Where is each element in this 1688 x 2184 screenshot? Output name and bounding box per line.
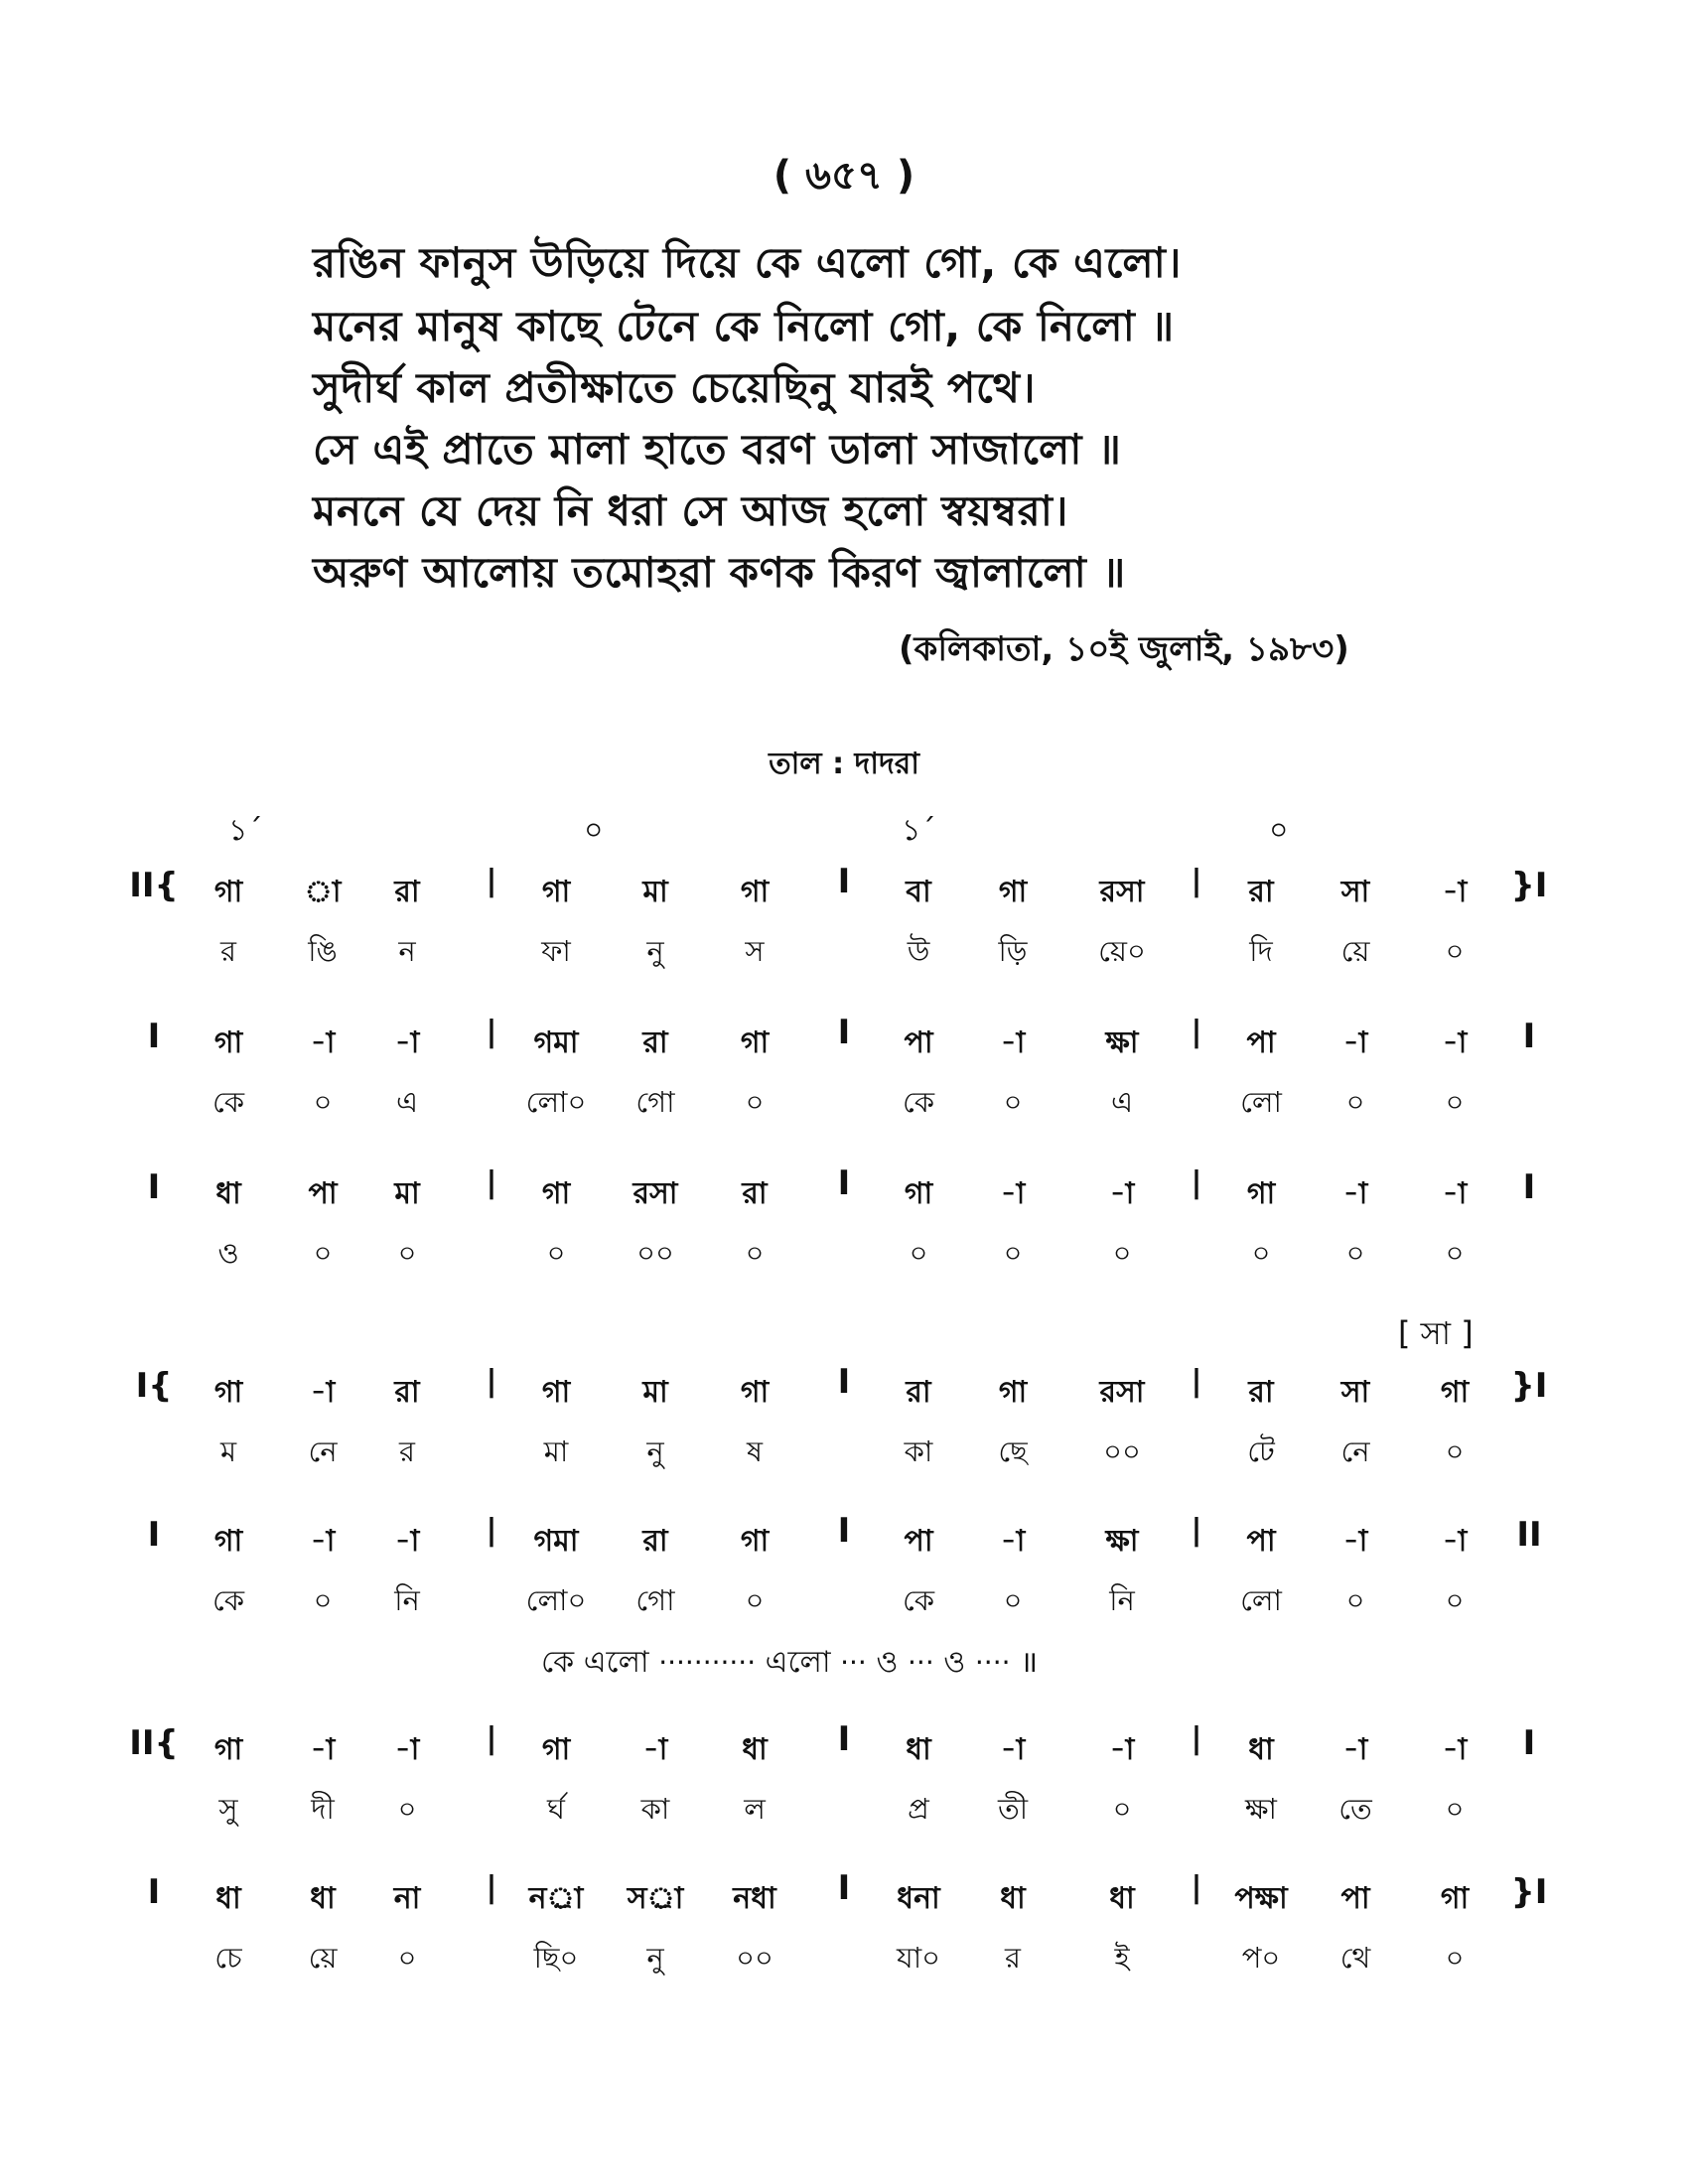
lyric-syllable: র xyxy=(1005,1941,1021,1975)
lyric-syllable: কে xyxy=(211,1583,245,1617)
measure-barline: | xyxy=(486,1721,497,1756)
lyric-syllable: ০ xyxy=(1445,1941,1465,1975)
swara-note: রসা xyxy=(1099,1375,1145,1410)
end-barline: I xyxy=(1522,1017,1536,1056)
swara-note: ধনা xyxy=(897,1881,940,1916)
lyric-syllable: ০ xyxy=(397,1236,417,1270)
swara-note: রা xyxy=(742,1176,768,1211)
lyric-syllable: নি xyxy=(1109,1583,1135,1617)
lyric-syllable: ফা xyxy=(541,934,571,968)
lyric-syllable: ছে xyxy=(998,1434,1028,1468)
swara-note: ধা xyxy=(1000,1881,1026,1916)
lyric-syllable: র xyxy=(220,934,236,968)
swara-note: গা xyxy=(998,1375,1028,1410)
end-barline: }I xyxy=(1510,1872,1548,1912)
measure-barline: | xyxy=(1191,864,1202,898)
lyric-syllable: ড়ি xyxy=(998,934,1028,968)
lyric-syllable: ০ xyxy=(397,1941,417,1975)
lyric-syllable: ০ xyxy=(313,1583,333,1617)
swara-note: পা xyxy=(904,1025,933,1060)
lyric-syllable: ০ xyxy=(1003,1236,1023,1270)
swara-note: ধা xyxy=(1248,1732,1274,1767)
section-barline: I xyxy=(837,1013,851,1052)
end-barline: }I xyxy=(1510,866,1548,905)
lyric-syllable: লো০ xyxy=(525,1583,587,1617)
lyric-syllable: এ xyxy=(395,1085,419,1119)
start-barline: II{ xyxy=(129,1723,179,1763)
swara-note: া xyxy=(304,875,342,909)
swara-note: -া xyxy=(1109,1732,1135,1767)
lyric-line: সে এই প্রাতে মালা হাতে বরণ ডালা সাজালো ॥ xyxy=(313,425,1122,474)
swara-note: গা xyxy=(213,1025,243,1060)
lyric-line: মনের মানুষ কাছে টেনে কে নিলো গো, কে নিলো ॥ xyxy=(313,302,1175,350)
swara-note: সা xyxy=(1340,875,1370,909)
section-barline: I xyxy=(837,862,851,901)
swara-note: পা xyxy=(904,1524,933,1559)
swara-note: গা xyxy=(1440,1881,1470,1916)
lyric-syllable: লো০ xyxy=(525,1085,587,1119)
measure-barline: | xyxy=(1191,1870,1202,1905)
swara-note: গা xyxy=(213,875,243,909)
measure-barline: | xyxy=(486,1015,497,1049)
beat-mark: ০ xyxy=(1269,813,1289,848)
measure-barline: | xyxy=(486,1165,497,1200)
swara-note: গা xyxy=(541,875,571,909)
lyric-syllable: কে xyxy=(902,1085,935,1119)
lyric-syllable: ছি০ xyxy=(533,1941,579,1975)
swara-note: ক্ষা xyxy=(1105,1524,1139,1559)
end-barline: I xyxy=(1522,1167,1536,1207)
lyric-syllable: নু xyxy=(646,934,664,968)
swara-note: -া xyxy=(1109,1176,1135,1211)
lyric-syllable: তী xyxy=(997,1792,1029,1826)
swara-note: গা xyxy=(541,1375,571,1410)
lyric-syllable: ০০ xyxy=(736,1941,774,1975)
lyric-syllable: থে xyxy=(1339,1941,1371,1975)
lyric-syllable: নি xyxy=(394,1583,420,1617)
swara-note: গা xyxy=(740,875,770,909)
lyric-syllable: নে xyxy=(308,1434,338,1468)
swara-note: গা xyxy=(740,1524,770,1559)
swara-note: নধা xyxy=(733,1881,776,1916)
lyric-syllable: ০ xyxy=(1345,1583,1365,1617)
swara-note: -া xyxy=(1442,1524,1468,1559)
lyric-syllable: গো xyxy=(635,1583,675,1617)
swara-note: গা xyxy=(541,1176,571,1211)
start-barline: I xyxy=(147,1017,161,1056)
start-barline: I{ xyxy=(135,1366,173,1406)
lyric-syllable: ০ xyxy=(745,1236,765,1270)
lyric-syllable: ০ xyxy=(745,1583,765,1617)
lyric-syllable: ০ xyxy=(546,1236,566,1270)
lyric-syllable: লো xyxy=(1240,1085,1282,1119)
swara-note: গা xyxy=(541,1732,571,1767)
swara-note: গা xyxy=(213,1524,243,1559)
lyric-syllable: ০০ xyxy=(1103,1434,1141,1468)
start-barline: I xyxy=(147,1515,161,1555)
measure-barline: | xyxy=(486,1364,497,1399)
lyric-syllable: র xyxy=(399,1434,415,1468)
swara-note: গা xyxy=(1246,1176,1276,1211)
swara-note: -া xyxy=(310,1524,336,1559)
lyric-syllable: তে xyxy=(1338,1792,1372,1826)
page-number: ( ৬৫৭ ) xyxy=(773,153,915,199)
refrain-end: ॥ xyxy=(1020,1645,1039,1680)
end-barline: }I xyxy=(1510,1366,1548,1406)
lyric-line: সুদীর্ঘ কাল প্রতীক্ষাতে চেয়েছিনু যারই পথে। xyxy=(313,363,1037,412)
lyric-syllable: ০ xyxy=(1345,1236,1365,1270)
swara-note: ধা xyxy=(310,1881,336,1916)
swara-note: সর্া xyxy=(627,1881,684,1916)
lyric-line: অরুণ আলোয় তমোহরা কণক কিরণ জ্বালালো ॥ xyxy=(313,548,1126,597)
lyric-syllable: ০ xyxy=(1112,1792,1132,1826)
swara-note: ধা xyxy=(215,1881,241,1916)
lyric-syllable: যা০ xyxy=(897,1941,940,1975)
swara-note: -া xyxy=(1442,1176,1468,1211)
lyric-syllable: ঙি xyxy=(308,934,338,968)
beat-mark: ১´ xyxy=(902,813,936,848)
swara-note: -া xyxy=(1000,1524,1026,1559)
beat-mark: ০ xyxy=(584,813,604,848)
lyric-syllable: ম xyxy=(219,1434,237,1468)
swara-note: গা xyxy=(998,875,1028,909)
refrain-part: ও xyxy=(876,1645,899,1680)
refrain-dots: ··········· xyxy=(658,1646,757,1679)
swara-note: গা xyxy=(740,1375,770,1410)
measure-barline: | xyxy=(1191,1364,1202,1399)
lyric-line: মননে যে দেয় নি ধরা সে আজ হলো স্বয়ম্বরা। xyxy=(313,486,1068,535)
swara-note: রা xyxy=(1248,875,1274,909)
lyric-syllable: গো xyxy=(635,1085,675,1119)
swara-note: পা xyxy=(1246,1524,1276,1559)
swara-note: মা xyxy=(642,1375,668,1410)
lyric-syllable: য়ে০ xyxy=(1098,934,1146,968)
measure-barline: | xyxy=(1191,1513,1202,1548)
lyric-syllable: য়ে xyxy=(308,1941,338,1975)
lyric-syllable: কা xyxy=(904,1434,933,1468)
section-barline: I xyxy=(837,1719,851,1759)
lyric-syllable: য়ে xyxy=(1340,934,1370,968)
swara-note: -া xyxy=(394,1732,420,1767)
lyric-syllable: ০০ xyxy=(636,1236,674,1270)
side-note: [ সা ] xyxy=(1398,1314,1474,1352)
swara-note: রা xyxy=(642,1524,668,1559)
lyric-syllable: ০ xyxy=(1445,1236,1465,1270)
swara-note: ধা xyxy=(215,1176,241,1211)
section-barline: I xyxy=(837,1511,851,1551)
refrain-dots: ··· xyxy=(908,1646,934,1679)
lyric-syllable: ০ xyxy=(909,1236,928,1270)
swara-note: গা xyxy=(1440,1375,1470,1410)
tala-title: তাল : দাদরা xyxy=(769,747,919,781)
lyric-syllable: ই xyxy=(1114,1941,1130,1975)
lyric-syllable: ০ xyxy=(397,1792,417,1826)
swara-note: গা xyxy=(213,1375,243,1410)
lyric-syllable: ০ xyxy=(1445,1434,1465,1468)
section-barline: I xyxy=(837,1163,851,1203)
composition-note: (কলিকাতা, ১০ই জুলাই, ১৯৮৩) xyxy=(899,629,1349,669)
measure-barline: | xyxy=(1191,1165,1202,1200)
end-barline: II xyxy=(1516,1515,1542,1555)
measure-barline: | xyxy=(486,1870,497,1905)
refrain-line xyxy=(541,1638,1038,1689)
lyric-syllable: কে xyxy=(211,1085,245,1119)
lyric-syllable: দি xyxy=(1249,934,1273,968)
swara-note: রা xyxy=(394,875,420,909)
lyric-syllable: ০ xyxy=(1445,1792,1465,1826)
swara-note: রা xyxy=(642,1025,668,1060)
section-barline: I xyxy=(837,1868,851,1908)
lyric-syllable: উ xyxy=(907,934,930,968)
start-barline: II{ xyxy=(129,866,179,905)
swara-note: গমা xyxy=(533,1025,579,1060)
measure-barline: | xyxy=(1191,1015,1202,1049)
swara-note: মা xyxy=(642,875,668,909)
refrain-part: ও xyxy=(943,1645,966,1680)
swara-note: ক্ষা xyxy=(1105,1025,1139,1060)
swara-note: পা xyxy=(1246,1025,1276,1060)
swara-note: -া xyxy=(1442,1025,1468,1060)
beat-mark: ১´ xyxy=(228,813,263,848)
swara-note: পা xyxy=(308,1176,338,1211)
lyric-syllable: ০ xyxy=(1345,1085,1365,1119)
lyric-syllable: লো xyxy=(1240,1583,1282,1617)
lyric-syllable: প্র xyxy=(908,1792,929,1826)
swara-note: না xyxy=(393,1881,421,1916)
lyric-syllable: ০ xyxy=(1445,1583,1465,1617)
swara-note: -া xyxy=(394,1524,420,1559)
swara-note: -া xyxy=(1342,1025,1368,1060)
lyric-syllable: ০ xyxy=(1003,1085,1023,1119)
lyric-syllable: মা xyxy=(543,1434,569,1468)
swara-note: রা xyxy=(906,1375,931,1410)
refrain-dots: ···· xyxy=(974,1646,1011,1679)
swara-note: ধা xyxy=(1109,1881,1135,1916)
swara-note: -া xyxy=(310,1375,336,1410)
swara-note: -া xyxy=(310,1025,336,1060)
swara-note: গা xyxy=(740,1025,770,1060)
swara-note: -া xyxy=(1342,1176,1368,1211)
lyric-syllable: ও xyxy=(217,1236,239,1270)
swara-note: রা xyxy=(394,1375,420,1410)
measure-barline: | xyxy=(486,864,497,898)
swara-note: বা xyxy=(906,875,931,909)
swara-note: নর্া xyxy=(528,1881,584,1916)
lyric-syllable: প০ xyxy=(1241,1941,1281,1975)
end-barline: I xyxy=(1522,1723,1536,1763)
lyric-syllable: ০ xyxy=(1445,934,1465,968)
swara-note: -া xyxy=(642,1732,668,1767)
lyric-syllable: র্ঘ xyxy=(547,1792,565,1826)
swara-note: ধা xyxy=(906,1732,931,1767)
lyric-syllable: কা xyxy=(640,1792,670,1826)
lyric-syllable: ল xyxy=(744,1792,766,1826)
swara-note: রসা xyxy=(1099,875,1145,909)
lyric-syllable: ০ xyxy=(313,1236,333,1270)
lyric-syllable: ন xyxy=(398,934,416,968)
lyric-syllable: দী xyxy=(311,1792,335,1826)
lyric-syllable: স xyxy=(745,934,765,968)
lyric-syllable: ০ xyxy=(745,1085,765,1119)
lyric-syllable: ০ xyxy=(1112,1236,1132,1270)
swara-note: রা xyxy=(1248,1375,1274,1410)
lyric-syllable: সু xyxy=(218,1792,238,1826)
refrain-part: কে এলো xyxy=(541,1645,649,1680)
swara-note: পক্ষা xyxy=(1234,1881,1288,1916)
section-barline: I xyxy=(837,1362,851,1402)
swara-note: গা xyxy=(213,1732,243,1767)
lyric-syllable: চে xyxy=(214,1941,242,1975)
start-barline: I xyxy=(147,1872,161,1912)
lyric-syllable: ক্ষা xyxy=(1245,1792,1277,1826)
swara-note: -া xyxy=(1442,1732,1468,1767)
lyric-syllable: ০ xyxy=(1251,1236,1271,1270)
swara-note: গা xyxy=(904,1176,933,1211)
measure-barline: | xyxy=(1191,1721,1202,1756)
start-barline: I xyxy=(147,1167,161,1207)
swara-note: পা xyxy=(1340,1881,1370,1916)
swara-note: -া xyxy=(310,1732,336,1767)
measure-barline: | xyxy=(486,1513,497,1548)
swara-note: রসা xyxy=(633,1176,678,1211)
swara-note: সা xyxy=(1340,1375,1370,1410)
lyric-line: রঙিন ফানুস উড়িয়ে দিয়ে কে এলো গো, কে এলো। xyxy=(313,238,1182,287)
lyric-syllable: ষ xyxy=(747,1434,763,1468)
lyric-syllable: নু xyxy=(646,1941,664,1975)
swara-note: -া xyxy=(1342,1524,1368,1559)
refrain-dots: ··· xyxy=(840,1646,867,1679)
lyric-syllable: নু xyxy=(646,1434,664,1468)
swara-note: ধা xyxy=(742,1732,768,1767)
lyric-syllable: কে xyxy=(902,1583,935,1617)
lyric-syllable: এ xyxy=(1110,1085,1134,1119)
lyric-syllable: নে xyxy=(1340,1434,1370,1468)
lyric-syllable: ০ xyxy=(313,1085,333,1119)
swara-note: গমা xyxy=(533,1524,579,1559)
lyric-syllable: ০ xyxy=(1003,1583,1023,1617)
refrain-part: এলো xyxy=(765,1645,831,1680)
lyric-syllable: টে xyxy=(1247,1434,1275,1468)
swara-note: -া xyxy=(394,1025,420,1060)
swara-note: মা xyxy=(394,1176,420,1211)
swara-note: -া xyxy=(1000,1025,1026,1060)
swara-note: -া xyxy=(1442,875,1468,909)
swara-note: -া xyxy=(1342,1732,1368,1767)
lyric-syllable: ০ xyxy=(1445,1085,1465,1119)
swara-note: -া xyxy=(1000,1732,1026,1767)
swara-note: -া xyxy=(1000,1176,1026,1211)
